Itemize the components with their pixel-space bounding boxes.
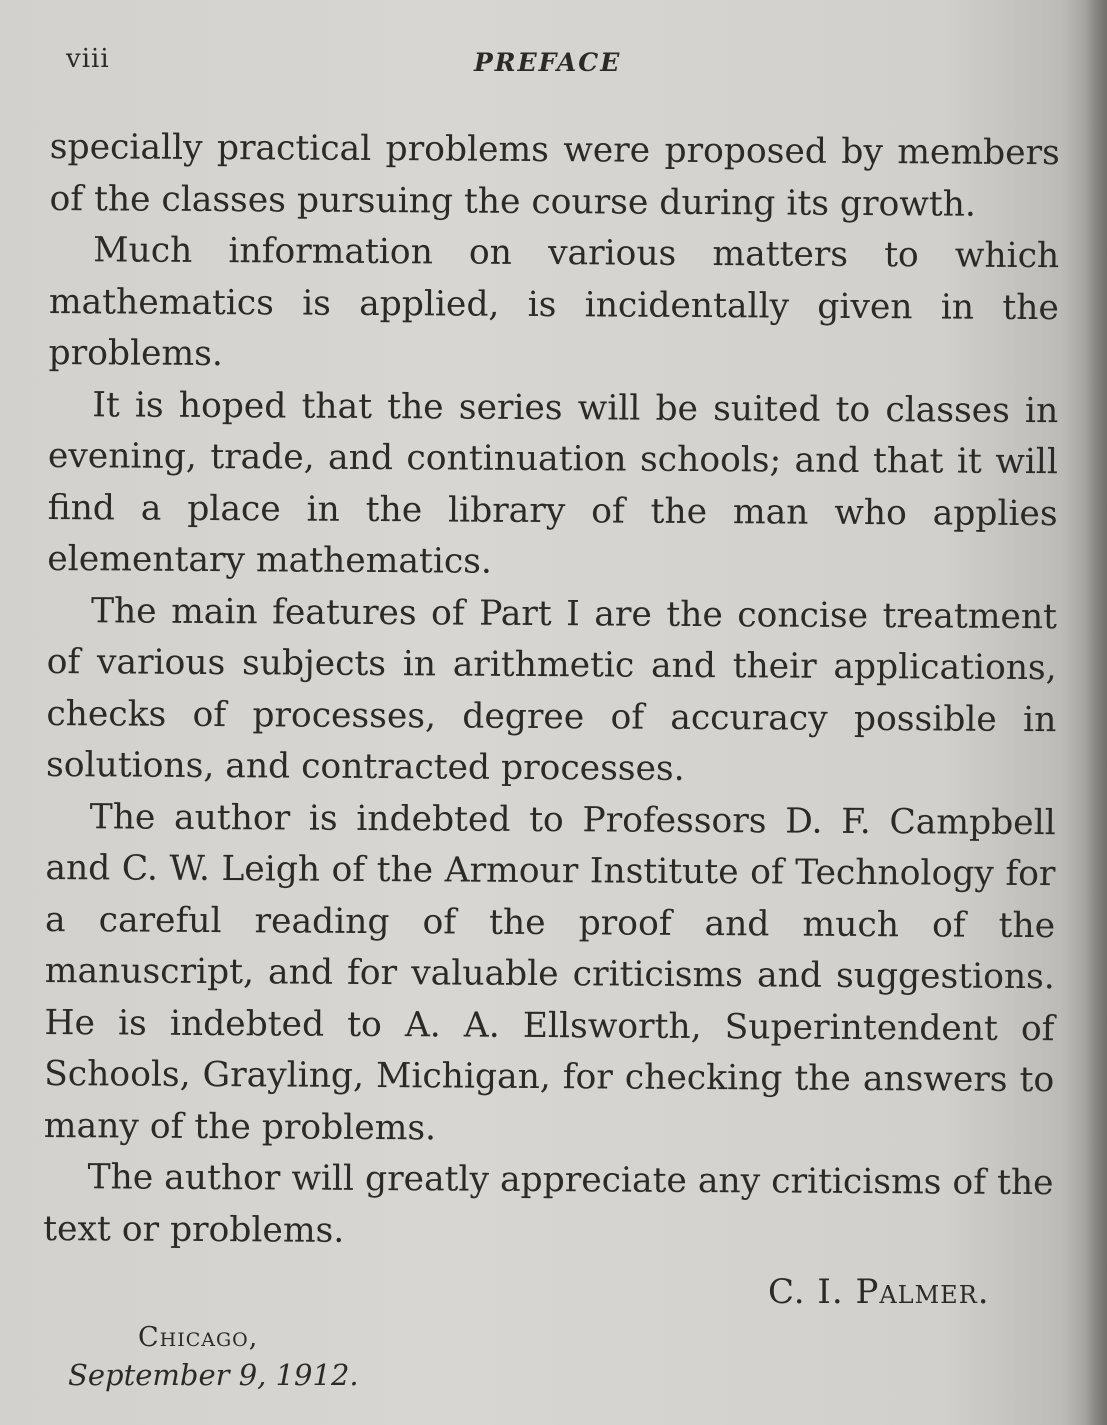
date-line: September 9, 1912. (68, 1358, 359, 1392)
paragraph: The author will greatly appreciate any criticisms of the text or problems. (43, 1157, 1054, 1251)
page-number: viii (66, 44, 110, 74)
paragraph-continued: specially practical problems were proposed by members of the classes pursuing the course during its growth. (49, 126, 1060, 225)
paragraph: It is hoped that the series will be suited to classes in evening, trade, and continuation schools; and that it will find a place in the library of the man who applies elementary mathematics. (47, 384, 1059, 582)
paragraph: Much information on various matters to which mathematics is applied, is incidentally given in the problems. (48, 230, 1060, 375)
page-header (66, 44, 1056, 88)
paragraph: The author is indebted to Professors D. F. Campbell and C. W. Leigh of the Armour Institute of Technology for a careful reading of the proof and much of the manuscript, and for valuable criticisms and suggestions. He is indebted to A. A. Ellsworth, Superintendent of Schools, Grayling, Michigan, for checking the answers to many of the problems. (43, 796, 1056, 1148)
paragraph: The main features of Part I are the concise treatment of various subjects in arithmetic and their applications, checks of processes, degree of accuracy possible in solutions, and contracted processes. (45, 590, 1058, 789)
preface-body (43, 122, 1060, 1261)
page-gutter-shadow (1085, 0, 1107, 1425)
author-signature: C. I. Palmer. (768, 1272, 990, 1312)
place-line: Chicago, (138, 1322, 259, 1353)
running-title: PREFACE (474, 48, 622, 77)
